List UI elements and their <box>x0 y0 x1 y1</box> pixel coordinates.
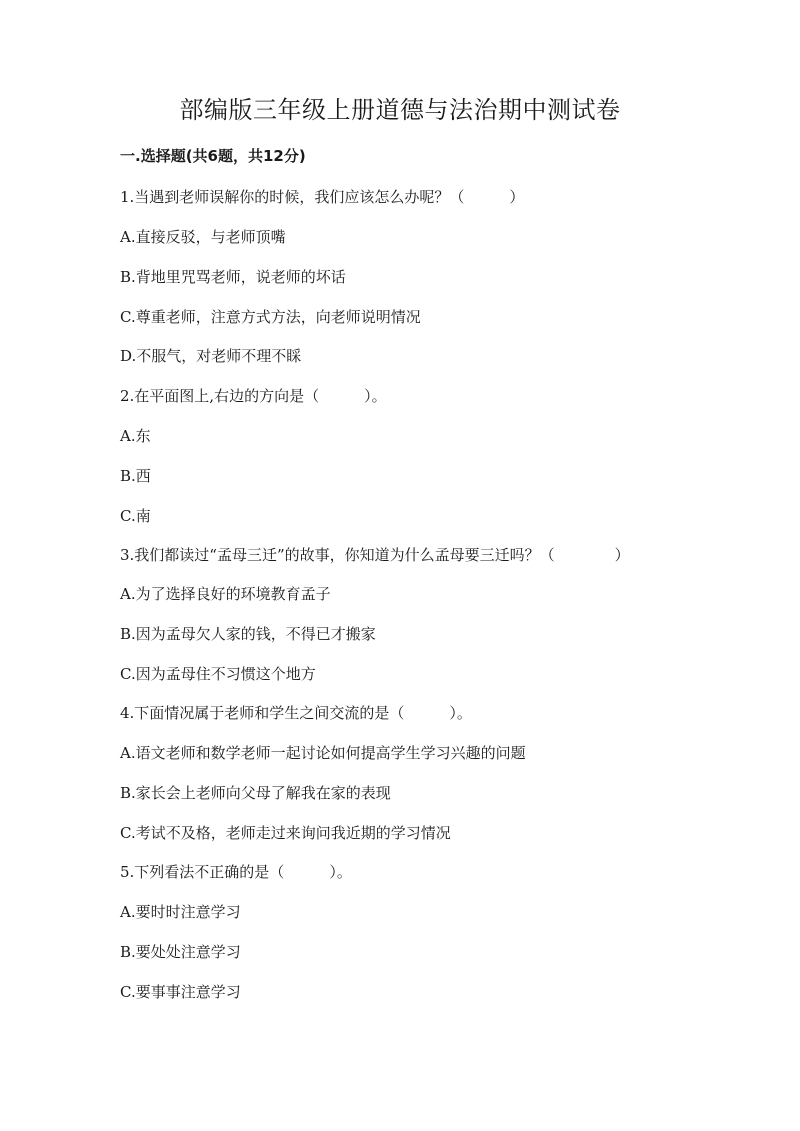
section-heading: 一.选择题(共6题，共12分) <box>120 147 306 165</box>
question-2-option-b: B.西 <box>120 467 151 485</box>
question-1-option-c: C.尊重老师，注意方式方法，向老师说明情况 <box>120 308 421 326</box>
question-5-option-c: C.要事事注意学习 <box>120 983 241 1001</box>
question-5-option-b: B.要处处注意学习 <box>120 943 241 961</box>
question-2-option-c: C.南 <box>120 507 151 525</box>
question-3-option-a: A.为了选择良好的环境教育孟子 <box>120 585 331 603</box>
question-4-option-b: B.家长会上老师向父母了解我在家的表现 <box>120 784 391 802</box>
question-1-option-d: D.不服气，对老师不理不睬 <box>120 347 302 365</box>
question-3-stem: 3.我们都读过“孟母三迁”的故事，你知道为什么孟母要三迁吗？（ ） <box>120 546 630 564</box>
question-5-stem: 5.下列看法不正确的是（ ）。 <box>120 863 352 881</box>
question-4-option-c: C.考试不及格，老师走过来询问我近期的学习情况 <box>120 824 451 842</box>
question-1-option-b: B.背地里咒骂老师，说老师的坏话 <box>120 268 346 286</box>
question-5-option-a: A.要时时注意学习 <box>120 903 241 921</box>
question-1-option-a: A.直接反驳，与老师顶嘴 <box>120 228 286 246</box>
question-1-stem: 1.当遇到老师误解你的时候，我们应该怎么办呢？（ ） <box>120 188 525 206</box>
question-3-option-c: C.因为孟母住不习惯这个地方 <box>120 665 316 683</box>
page-title: 部编版三年级上册道德与法治期中测试卷 <box>179 96 621 124</box>
question-3-option-b: B.因为孟母欠人家的钱，不得已才搬家 <box>120 625 376 643</box>
question-4-stem: 4.下面情况属于老师和学生之间交流的是（ ）。 <box>120 704 472 722</box>
question-4-option-a: A.语文老师和数学老师一起讨论如何提高学生学习兴趣的问题 <box>120 744 526 762</box>
question-2-option-a: A.东 <box>120 427 151 445</box>
question-2-stem: 2.在平面图上,右边的方向是（ ）。 <box>120 387 387 405</box>
